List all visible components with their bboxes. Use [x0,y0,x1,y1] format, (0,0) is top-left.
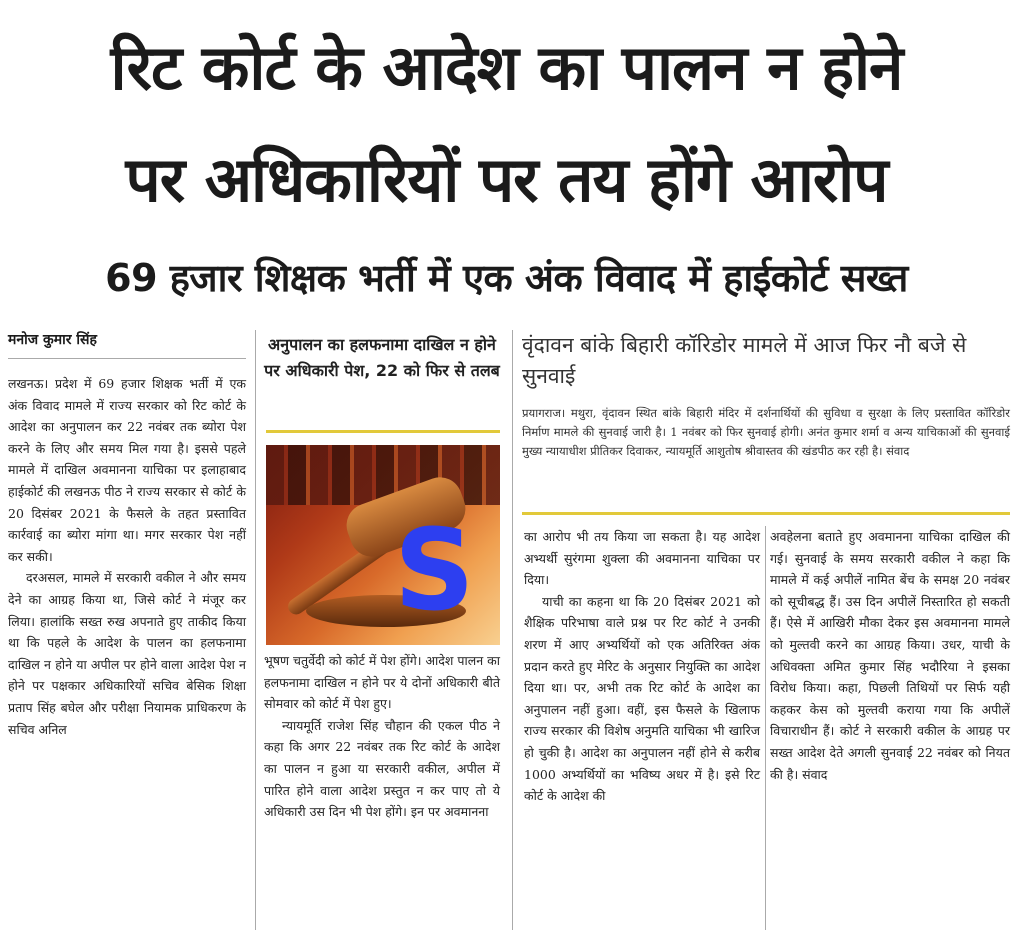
article-column-3 [524,526,760,807]
column-divider [255,330,256,930]
column-divider [512,330,513,930]
article-paragraph: न्यायमूर्ति राजेश सिंह चौहान की एकल पीठ ने कहा कि अगर 22 नवंबर तक रिट कोर्ट के आदेश का पालन न हुआ या सरकारी वकील, अपील में पारित होने वाला आदेश प्रस्तुत न कर पाए तो ये अधिकारी उस दिन भी पेश होंगे। इन पर अवमानना [264,717,500,820]
article-paragraph: लखनऊ। प्रदेश में 69 हजार शिक्षक भर्ती में एक अंक विवाद मामले में राज्य सरकार को रिट कोर्ट के आदेश का अनुपालन कर 22 नवंबर तक ब्योरा पेश करने के लिए और समय मिल गया है। इससे पहले मामले में दाखिल अवमानना याचिका पर इलाहाबाद हाईकोर्ट की लखनऊ पीठ ने राज्य सरकार से कोर्ट के 20 दिसंबर 2021 के फैसले के तहत प्रस्तावित कार्रवाई का ब्योरा मांगा था। मगर सरकार पेश नहीं कर सकी। [8,376,246,564]
article-paragraph: भूषण चतुर्वेदी को कोर्ट में पेश होंगे। आदेश पालन का हलफनामा दाखिल न होने पर ये दोनों अधिकारी बीते सोमवार को कोर्ट में पेश हुए। [264,653,500,712]
article-column-4 [770,526,1010,785]
column-divider [765,526,766,930]
byline: मनोज कुमार सिंह [8,332,97,348]
watermark-logo: S [394,506,475,636]
story2-rule [522,512,1010,515]
gavel-photo [266,445,500,645]
headline-line1: रिट कोर्ट के आदेश का पालन न होने [110,31,903,104]
byline-rule [8,358,246,359]
article-paragraph: दरअसल, मामले में सरकारी वकील ने और समय देने का आग्रह किया था, जिसे कोर्ट ने मंजूर कर लिया। हालांकि सख्त रुख अपनाते हुए ताकीद किया था कि पहले के आदेश के पालन का हलफनामा दाखिल न होने या अपील पर होने वाला आदेश पेश न होने पर पक्षकार अधिकारियों सचिव बेसिक शिक्षा प्रताप सिंह बघेल और परीक्षा नियामक प्राधिकरण के सचिव अनिल [8,570,246,737]
article-paragraph: का आरोप भी तय किया जा सकता है। यह आदेश अभ्यर्थी सुरंगमा शुक्ला की अवमानना याचिका पर दिया। [524,529,760,588]
story2-body: प्रयागराज। मथुरा, वृंदावन स्थित बांके बिहारी मंदिर में दर्शनार्थियों की सुविधा व सुरक्षा के लिए प्रस्तावित कॉरिडोर निर्माण मामले की सुनवाई जारी है। 1 नवंबर को फिर सुनवाई होगी। अनंत कुमार शर्मा व अन्य याचिकाओं की सुनवाई मुख्य न्यायाधीश प्रीतिकर दिवाकर, न्यायमूर्ति आशुतोष श्रीवास्तव की खंडपीठ कर रही है। संवाद [522,406,1010,458]
sidebar-box-headline: अनुपालन का हलफनामा दाखिल न होने पर अधिकारी पेश, 22 को फिर से तलब [264,335,500,380]
article-paragraph: याची का कहना था कि 20 दिसंबर 2021 को शैक्षिक परिभाषा वाले प्रश्न पर रिट कोर्ट ने उनकी शरण में आए अभ्यर्थियों को एक अतिरिक्त अंक प्रदान करते हुए मेरिट के अनुसार नियुक्ति का आदेश दिया था। पर, अभी तक रिट कोर्ट के आदेश का अनुपालन नहीं हुआ। वहीं, इस फैसले के खिलाफ राज्य सरकार की विशेष अनुमति याचिका भी खारिज हो चुकी है। आदेश का अनुपालन नहीं होने से करीब 1000 अभ्यर्थियों का भविष्य अधर में है। इसे रिट कोर्ट के आदेश की [524,593,760,804]
article-paragraph: अवहेलना बताते हुए अवमानना याचिका दाखिल की गई। सुनवाई के समय सरकारी वकील ने कहा कि मामले में कई अपीलें नामित बेंच के समक्ष 20 नवंबर को सूचीबद्ध हैं। उस दिन अपीलें निस्तारित हो सकती हैं। ऐसे में आखिरी मौका देकर इस अवमानना मामले को मुल्तवी करने का आग्रह किया। उधर, याची के अधिवक्ता अमित कुमार सिंह भदौरिया ने इसका विरोध किया। कहा, पिछली तिथियों पर सिर्फ यही कहकर केस को मुल्तवी कराया गया कि अपीलें विचाराधीन हैं। कोर्ट ने सरकारी वकील के आग्रह पर सख्त आदेश देते अगली सुनवाई 22 नवंबर को नियत की है। संवाद [770,529,1010,782]
box-headline-rule [266,430,500,433]
subheadline: 69 हजार शिक्षक भर्ती में एक अंक विवाद में हाईकोर्ट सख्त [105,256,908,300]
headline-line2: पर अधिकारियों पर तय होंगे आरोप [125,143,888,216]
article-column-1 [8,373,246,740]
article-column-2 [264,650,500,823]
story2-headline: वृंदावन बांके बिहारी कॉरिडोर मामले में आज फिर नौ बजे से सुनवाई [522,333,967,388]
